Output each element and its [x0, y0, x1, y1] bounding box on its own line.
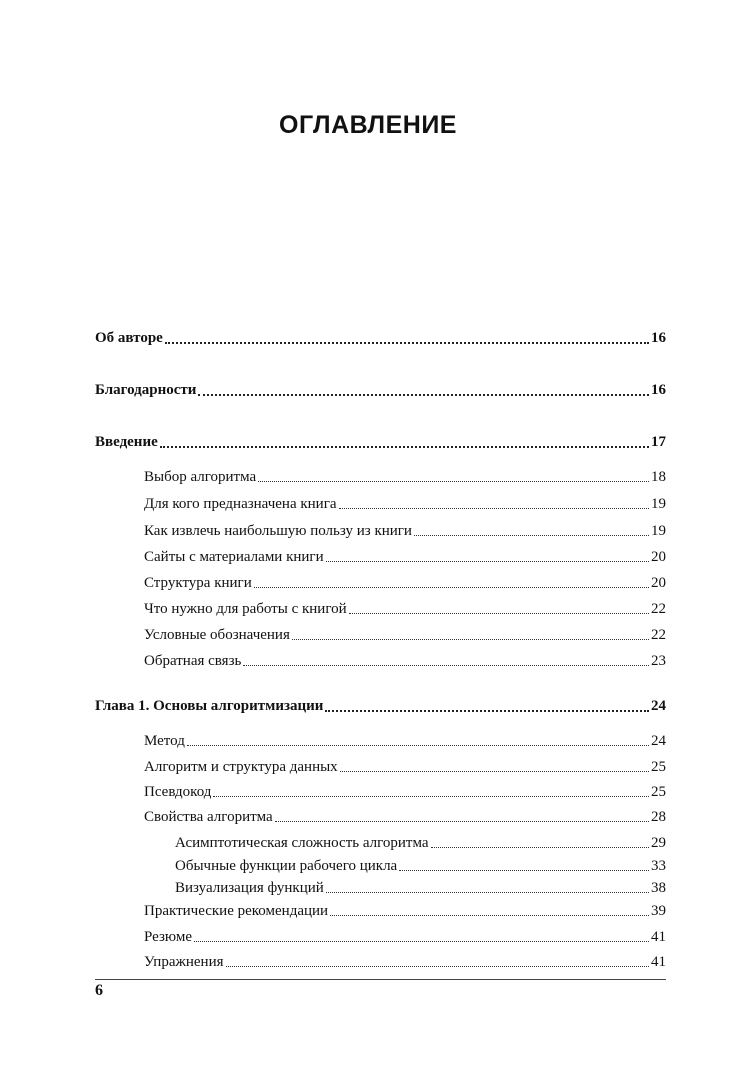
toc-entry-label: Асимптотическая сложность алгоритма — [175, 835, 429, 851]
footer-page-number: 6 — [95, 982, 103, 999]
toc-entry-page: 22 — [651, 601, 666, 617]
toc-entry-label: Визуализация функций — [175, 880, 324, 896]
toc-entry-page: 25 — [651, 759, 666, 775]
toc-entry[interactable] — [144, 547, 666, 567]
dot-leader — [213, 795, 649, 797]
dot-leader — [330, 914, 649, 916]
dot-leader — [187, 744, 649, 746]
toc-entry-label: Введение — [95, 434, 158, 450]
dot-leader — [198, 393, 649, 396]
toc-entry-label: Сайты с материалами книги — [144, 549, 324, 565]
toc-entry-label: Псевдокод — [144, 784, 212, 800]
dot-leader — [275, 820, 649, 822]
toc-entry-page: 41 — [651, 929, 666, 945]
toc-entry-page: 19 — [651, 496, 666, 512]
dot-leader — [326, 560, 649, 562]
toc-entry[interactable] — [175, 856, 666, 876]
toc-entry[interactable] — [144, 599, 666, 619]
toc-entry-acknowledgements[interactable] — [95, 380, 666, 400]
toc-entry[interactable] — [144, 521, 666, 541]
toc-entry-page: 22 — [651, 627, 666, 643]
dot-leader — [292, 638, 649, 640]
dot-leader — [339, 507, 649, 509]
toc-entry[interactable] — [144, 952, 666, 972]
toc-entry-label: Метод — [144, 733, 185, 749]
toc-entry-page: 38 — [651, 880, 666, 896]
toc-entry-label: Обратная связь — [144, 653, 242, 669]
dot-leader — [254, 586, 649, 588]
toc-entry-label: Об авторе — [95, 330, 163, 346]
dot-leader — [160, 445, 649, 448]
dot-leader — [194, 940, 649, 942]
toc-entry-label: Благодарности — [95, 382, 197, 398]
toc-entry-label: Обычные функции рабочего цикла — [175, 858, 398, 874]
toc-entry[interactable] — [144, 651, 666, 671]
toc-entry-page: 23 — [651, 653, 666, 669]
toc-entry-label: Для кого предназначена книга — [144, 496, 337, 512]
toc-entry-label: Резюме — [144, 929, 193, 945]
toc-entry-page: 19 — [651, 523, 666, 539]
dot-leader — [349, 612, 649, 614]
toc-entry-chapter-1[interactable] — [95, 696, 666, 716]
toc-entry-page: 16 — [651, 382, 666, 398]
toc-entry-page: 17 — [651, 434, 666, 450]
dot-leader — [226, 965, 650, 967]
toc-entry-label: Структура книги — [144, 575, 252, 591]
dot-leader — [399, 869, 649, 871]
toc-entry-page: 24 — [651, 733, 666, 749]
dot-leader — [340, 770, 649, 772]
dot-leader — [326, 891, 649, 893]
dot-leader — [165, 341, 649, 344]
toc-entry[interactable] — [144, 757, 666, 777]
dot-leader — [325, 709, 649, 712]
toc-entry[interactable] — [175, 833, 666, 853]
dot-leader — [243, 664, 649, 666]
toc-entry-page: 16 — [651, 330, 666, 346]
toc-entry[interactable] — [144, 807, 666, 827]
toc-entry-page: 20 — [651, 549, 666, 565]
toc-entry[interactable] — [144, 494, 666, 514]
toc-entry-about-author[interactable] — [95, 328, 666, 348]
toc-entry-label: Что нужно для работы с книгой — [144, 601, 347, 617]
toc-entry-page: 33 — [651, 858, 666, 874]
toc-entry[interactable] — [175, 878, 666, 898]
toc-entry-page: 28 — [651, 809, 666, 825]
dot-leader — [258, 480, 649, 482]
toc-entry-label: Свойства алгоритма — [144, 809, 273, 825]
toc-entry[interactable] — [144, 927, 666, 947]
toc-entry-page: 20 — [651, 575, 666, 591]
toc-entry-label: Условные обозначения — [144, 627, 290, 643]
footer-rule — [95, 979, 666, 980]
toc-entry-label: Выбор алгоритма — [144, 469, 257, 485]
toc-entry-page: 24 — [651, 698, 666, 714]
toc-entry-page: 25 — [651, 784, 666, 800]
dot-leader — [431, 846, 649, 848]
toc-entry-page: 29 — [651, 835, 666, 851]
toc-entry[interactable] — [144, 731, 666, 751]
page-title: ОГЛАВЛЕНИЕ — [279, 111, 457, 139]
toc-entry[interactable] — [144, 625, 666, 645]
toc-entry[interactable] — [144, 467, 666, 487]
toc-entry-page: 39 — [651, 903, 666, 919]
toc-entry[interactable] — [144, 573, 666, 593]
toc-entry-label: Упражнения — [144, 954, 224, 970]
toc-entry-page: 41 — [651, 954, 666, 970]
toc-entry[interactable] — [144, 901, 666, 921]
toc-entry-page: 18 — [651, 469, 666, 485]
toc-entry[interactable] — [144, 782, 666, 802]
toc-entry-label: Практические рекомендации — [144, 903, 329, 919]
toc-entry-introduction[interactable] — [95, 432, 666, 452]
dot-leader — [414, 534, 649, 536]
toc-entry-label: Глава 1. Основы алгоритмизации — [95, 698, 324, 714]
toc-entry-label: Как извлечь наибольшую пользу из книги — [144, 523, 412, 539]
toc-entry-label: Алгоритм и структура данных — [144, 759, 338, 775]
